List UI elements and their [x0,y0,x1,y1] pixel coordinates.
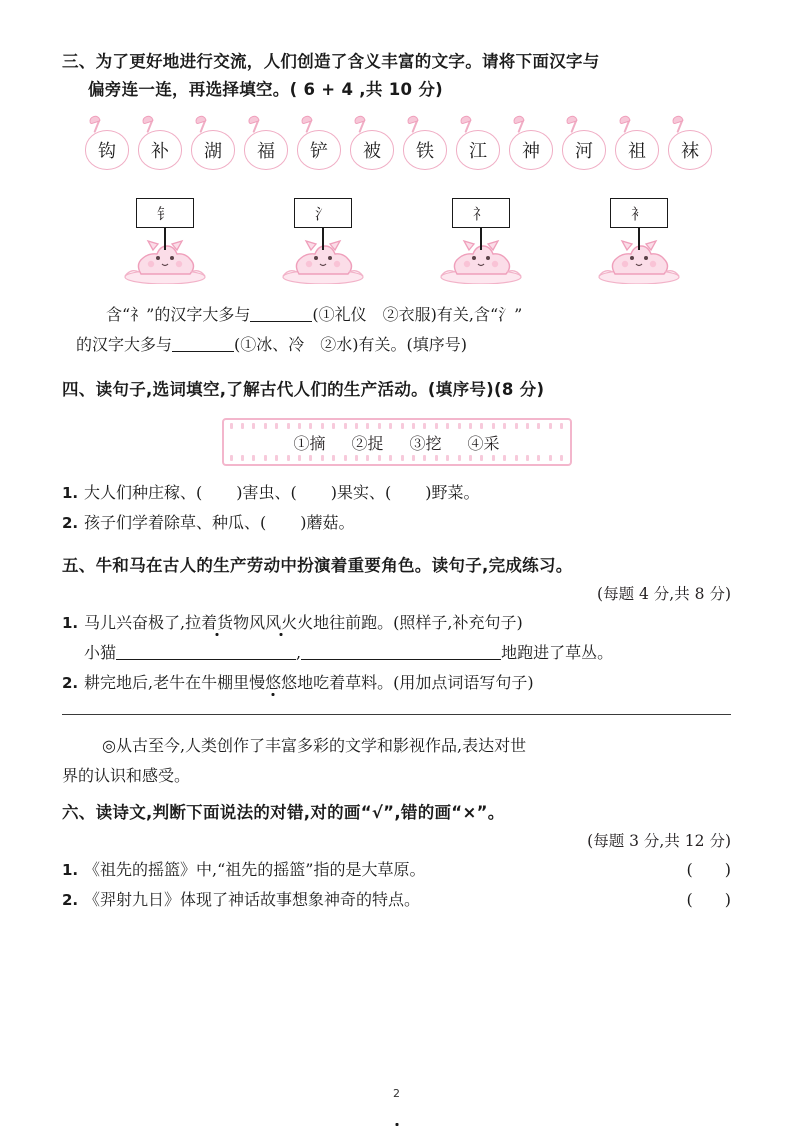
radical-sign-figure[interactable] [587,198,691,284]
section-six [62,799,731,915]
question-item [62,478,731,508]
character-bubble-label: 补 [138,130,182,170]
character-bubble-label: 福 [244,130,288,170]
fill-line1-prefix: 含“礻”的汉字大多与 [106,305,251,324]
section-four-title: 四、读句子,选词填空,了解古代人们的生产活动。(填序号)(8 分) [62,380,545,399]
character-bubble[interactable] [191,116,237,174]
question-number: 2. [62,891,79,909]
character-bubble-label: 袜 [668,130,712,170]
word-bank-option[interactable]: ①摘 [293,433,326,453]
fill-blank-2[interactable] [172,336,234,352]
character-bubble-label: 被 [350,130,394,170]
sign-pole [322,228,324,250]
q-part-b: )害虫、( [236,483,297,502]
question-item [62,668,731,698]
section-three-title-line2: 偏旁连一连，再选择填空。( 6 + 4 ,共 10 分) [88,80,443,99]
answer-blank-long-1[interactable] [116,644,296,660]
section-five-score-note: (每题 4 分,共 8 分) [597,585,731,603]
q-part-a: 孩子们学着除草、种瓜、( [84,513,267,532]
judgement-answer-box[interactable]: ( ) [686,890,731,909]
character-bubble[interactable] [456,116,502,174]
word-bank-option[interactable]: ③挖 [409,433,442,453]
q-part-a: 大人们种庄稼、( [84,483,203,502]
answer-prefix: 小猫 [84,643,117,662]
q-part-a: 耕完地后,老牛在牛棚里 [84,673,250,692]
answer-suffix: 地跑进了草丛。 [501,643,614,662]
question-number: 2. [62,674,79,692]
question-text [84,668,534,698]
word-bank-bottom-decoration [230,455,564,461]
section-divider [62,714,731,715]
fill-line1-suffix: (①礼仪 ②衣服)有关,含“氵” [312,305,523,324]
section-four [62,376,731,538]
section-six-score-note: (每题 3 分,共 12 分) [587,832,731,850]
character-bubble-row [62,116,731,174]
dotted-phrase: 慢悠悠 [249,673,298,692]
character-bubble[interactable] [668,116,714,174]
q-part-a: 马儿兴奋极了, [84,613,186,632]
question-text: 《祖先的摇篮》中,“祖先的摇篮”指的是大草原。 [84,860,426,879]
radical-sign-figure[interactable] [271,198,375,284]
sign-pole [164,228,166,250]
q-part-d: )野菜。 [425,483,480,502]
section-three-fill-line2 [62,330,731,360]
character-bubble[interactable] [403,116,449,174]
character-bubble[interactable] [562,116,608,174]
radical-sign-figure[interactable] [429,198,533,284]
answer-blank-long-2[interactable] [301,644,501,660]
question-number: 2. [62,514,79,532]
dotted-phrase-2: 风风火火 [249,613,314,632]
note-marker: ◎ [102,736,116,755]
fill-blank-1[interactable] [250,306,312,322]
character-bubble[interactable] [244,116,290,174]
character-bubble[interactable] [297,116,343,174]
question-number: 1. [62,861,79,879]
q-part-c: 地往前跑。(照样子,补充句子) [313,613,523,632]
character-bubble-label: 钩 [85,130,129,170]
character-bubble[interactable] [615,116,661,174]
question-item [62,885,731,915]
judgement-answer-box[interactable]: ( ) [686,860,731,879]
q-part-b: 地吃着草料。(用加点词语写句子) [297,673,534,692]
character-bubble-label: 湖 [191,130,235,170]
sign-pole [480,228,482,250]
fill-line2-suffix: (①冰、冷 ②水)有关。(填序号) [234,335,467,354]
word-bank-top-decoration [230,423,564,429]
character-bubble-label: 河 [562,130,606,170]
radical-sign-board: 氵 [294,198,352,228]
character-bubble[interactable] [85,116,131,174]
reading-note [62,731,731,791]
character-bubble-label: 祖 [615,130,659,170]
answer-separator: , [296,643,302,662]
question-item [62,508,731,538]
word-bank-option[interactable]: ④采 [467,433,500,453]
note-line2: 界的认识和感受。 [62,766,191,785]
question-number: 1. [62,614,79,632]
section-six-title: 六、读诗文,判断下面说法的对错,对的画“√”,错的画“×”。 [62,803,505,822]
character-bubble-label: 神 [509,130,553,170]
dotted-phrase-1: 拉着货物 [185,613,250,632]
question-text [84,508,355,538]
answer-line [62,638,731,668]
radical-sign-board: 衤 [610,198,668,228]
section-three [62,48,731,360]
fill-line2-prefix: 的汉字大多与 [76,335,173,354]
section-five-title: 五、牛和马在古人的生产劳动中扮演着重要角色。读句子,完成练习。 [62,556,573,575]
question-number: 1. [62,484,79,502]
question-item [62,855,731,885]
page-number: 2 [393,1087,400,1100]
character-bubble-label: 江 [456,130,500,170]
sign-pole [638,228,640,250]
radical-sign-board: 礻 [452,198,510,228]
radical-sign-figure[interactable] [113,198,217,284]
section-three-fill-line1 [62,300,731,330]
radical-sign-board: 钅 [136,198,194,228]
character-bubble-label: 铁 [403,130,447,170]
q-part-b: )蘑菇。 [300,513,355,532]
section-three-title-line1: 三、为了更好地进行交流，人们创造了含义丰富的文字。请将下面汉字与 [62,52,600,71]
character-bubble-label: 铲 [297,130,341,170]
question-text: 《羿射九日》体现了神话故事想象神奇的特点。 [84,890,421,909]
character-bubble[interactable] [350,116,396,174]
note-line1: 从古至今,人类创作了丰富多彩的文学和影视作品,表达对世 [115,736,527,755]
word-bank-option[interactable]: ②捉 [351,433,384,453]
question-item [62,608,731,638]
word-bank-box [222,418,572,466]
question-text [84,478,480,508]
section-three-title [62,48,731,104]
radical-sign-row [62,198,731,284]
question-text [84,608,523,638]
character-bubble[interactable] [138,116,184,174]
q-part-c: )果实、( [330,483,392,502]
character-bubble[interactable] [509,116,555,174]
section-five [62,552,731,698]
